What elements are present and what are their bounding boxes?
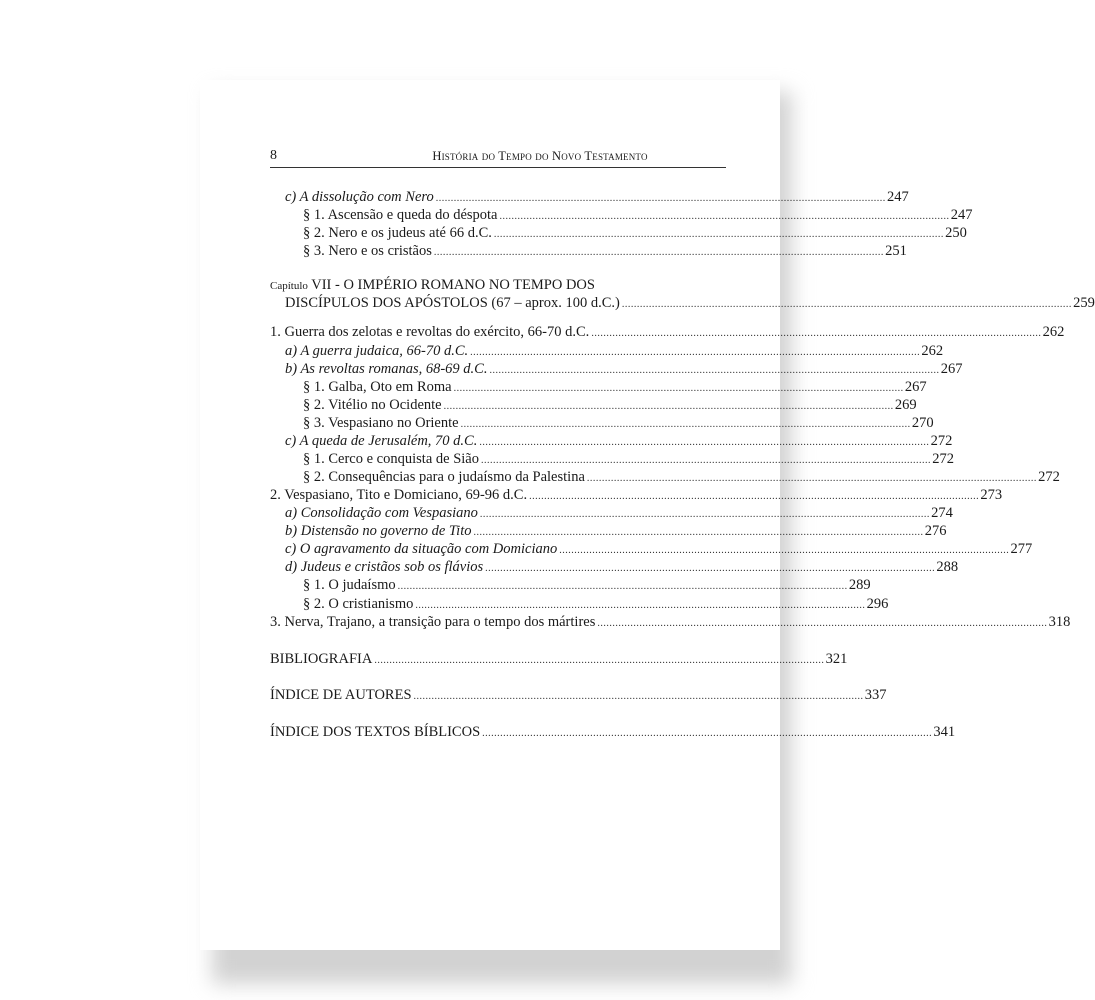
toc-entry	[285, 293, 1095, 313]
toc-entry-bibliography	[270, 649, 848, 669]
chapter-heading	[270, 275, 727, 295]
toc-entry-page: 272	[1038, 469, 1060, 485]
toc-entry-label: 1. Guerra dos zelotas e revoltas do exército, 66-70 d.C.	[270, 324, 590, 340]
toc-leader-dots: ......................................................................................................................................................	[586, 473, 1037, 484]
toc-leader-dots: ......................................................................................................................................................	[499, 211, 950, 222]
toc-entry-page: 259	[1073, 295, 1095, 311]
toc-leader-dots: ......................................................................................................................................................	[470, 347, 921, 358]
toc-entry-label: 3. Nerva, Trajano, a transição para o tempo dos mártires	[270, 614, 596, 630]
toc-entry-page: 274	[931, 505, 953, 521]
toc-entry	[303, 467, 1060, 487]
toc-entry	[303, 575, 871, 595]
toc-entry-page: 267	[940, 361, 963, 377]
toc-leader-dots: ......................................................................................................................................................	[433, 247, 884, 258]
toc-entry-label: b) As revoltas romanas, 68-69 d.C.	[285, 361, 488, 377]
toc-leader-dots: ......................................................................................................................................................	[397, 581, 848, 592]
chapter-prefix: Capítulo	[270, 280, 308, 292]
toc-leader-dots: ......................................................................................................................................................	[597, 618, 1048, 629]
toc-entry-page: 321	[825, 651, 848, 667]
toc-entry	[285, 431, 953, 451]
toc-leader-dots: ......................................................................................................................................................	[479, 509, 930, 520]
book-page	[200, 80, 1095, 950]
toc-entry-biblical-index	[270, 722, 956, 742]
toc-entry	[303, 395, 917, 415]
toc-entry	[270, 612, 1071, 632]
toc-entry-label: ÍNDICE DOS TEXTOS BÍBLICOS	[270, 724, 481, 740]
toc-entry-page: 296	[866, 596, 889, 612]
toc-entry-page: 270	[911, 415, 934, 431]
toc-leader-dots: ......................................................................................................................................................	[453, 383, 904, 394]
toc-entry-label: a) Consolidação com Vespasiano	[285, 505, 478, 521]
table-of-contents	[200, 80, 1095, 950]
toc-entry	[303, 413, 934, 433]
toc-entry-author-index	[270, 685, 887, 705]
toc-entry-label: § 3. Vespasiano no Oriente	[303, 415, 459, 431]
toc-entry-label: § 1. O judaísmo	[303, 577, 396, 593]
toc-entry-page: 318	[1048, 614, 1071, 630]
toc-entry	[285, 521, 947, 541]
toc-entry	[303, 205, 973, 225]
toc-entry-label: § 2. Vitélio no Ocidente	[303, 397, 442, 413]
toc-entry	[303, 449, 954, 469]
toc-leader-dots: ......................................................................................................................................................	[435, 193, 886, 204]
toc-entry-label: c) O agravamento da situação com Domiciano	[285, 541, 558, 557]
toc-leader-dots: ......................................................................................................................................................	[591, 328, 1042, 339]
toc-leader-dots: ......................................................................................................................................................	[493, 229, 944, 240]
toc-entry	[303, 377, 927, 397]
toc-entry-page: 269	[894, 397, 917, 413]
toc-leader-dots: ......................................................................................................................................................	[413, 691, 864, 702]
toc-leader-dots: ......................................................................................................................................................	[415, 600, 866, 611]
toc-entry-page: 273	[980, 487, 1003, 503]
toc-entry-label: § 1. Ascensão e queda do déspota	[303, 207, 498, 223]
toc-entry-page: 272	[932, 451, 954, 467]
toc-entry-page: 247	[887, 189, 909, 205]
toc-entry-label: § 3. Nero e os cristãos	[303, 243, 432, 259]
toc-entry-page: 289	[848, 577, 871, 593]
toc-entry-label: § 1. Galba, Oto em Roma	[303, 379, 452, 395]
toc-entry-label: § 2. Nero e os judeus até 66 d.C.	[303, 225, 492, 241]
toc-leader-dots: ......................................................................................................................................................	[443, 401, 894, 412]
toc-entry-page: 277	[1010, 541, 1033, 557]
toc-entry-page: 341	[933, 724, 956, 740]
toc-entry-page: 267	[904, 379, 927, 395]
toc-entry	[270, 485, 1003, 505]
toc-entry-page: 272	[930, 433, 953, 449]
toc-entry-page: 288	[936, 559, 959, 575]
toc-entry	[285, 187, 909, 207]
toc-leader-dots: ......................................................................................................................................................	[473, 527, 924, 538]
toc-entry-label: a) A guerra judaica, 66-70 d.C.	[285, 343, 469, 359]
toc-entry-page: 250	[945, 225, 967, 241]
toc-entry-label: ÍNDICE DE AUTORES	[270, 687, 412, 703]
header-running-title: História do Tempo do Novo Testamento	[432, 149, 648, 163]
toc-entry	[285, 539, 1033, 559]
toc-entry-label: DISCÍPULOS DOS APÓSTOLOS (67 – aprox. 100 d.C.)	[285, 295, 620, 311]
toc-entry-page: 262	[921, 343, 944, 359]
toc-leader-dots: ......................................................................................................................................................	[374, 655, 825, 666]
toc-entry	[303, 223, 967, 243]
toc-entry-page: 262	[1042, 324, 1065, 340]
toc-entry-label: § 2. O cristianismo	[303, 596, 414, 612]
toc-entry-page: 337	[864, 687, 887, 703]
toc-entry	[270, 322, 1065, 342]
toc-leader-dots: ......................................................................................................................................................	[529, 491, 980, 502]
header-page-number: 8	[270, 148, 277, 163]
toc-leader-dots: ......................................................................................................................................................	[559, 545, 1010, 556]
toc-entry-label: c) A queda de Jerusalém, 70 d.C.	[285, 433, 478, 449]
toc-entry-label: BIBLIOGRAFIA	[270, 651, 373, 667]
toc-leader-dots: ......................................................................................................................................................	[479, 437, 930, 448]
toc-leader-dots: ......................................................................................................................................................	[480, 455, 931, 466]
toc-entry	[285, 557, 959, 577]
chapter-title-line-1: VII - O IMPÉRIO ROMANO NO TEMPO DOS	[307, 277, 595, 293]
toc-entry-page: 276	[924, 523, 947, 539]
toc-leader-dots: ......................................................................................................................................................	[489, 365, 940, 376]
toc-entry-label: c) A dissolução com Nero	[285, 189, 434, 205]
toc-entry-label: b) Distensão no governo de Tito	[285, 523, 472, 539]
toc-entry	[285, 359, 963, 379]
toc-entry-page: 247	[950, 207, 973, 223]
toc-leader-dots: ......................................................................................................................................................	[485, 563, 936, 574]
toc-leader-dots: ......................................................................................................................................................	[482, 728, 933, 739]
toc-leader-dots: ......................................................................................................................................................	[621, 299, 1072, 310]
toc-entry	[303, 594, 889, 614]
toc-entry	[303, 241, 907, 261]
toc-entry-page: 251	[885, 243, 907, 259]
toc-entry	[285, 341, 944, 361]
toc-entry-label: d) Judeus e cristãos sob os flávios	[285, 559, 484, 575]
toc-entry	[285, 503, 953, 523]
toc-entry-label: 2. Vespasiano, Tito e Domiciano, 69-96 d.C.	[270, 487, 528, 503]
toc-leader-dots: ......................................................................................................................................................	[460, 419, 911, 430]
toc-entry-label: § 1. Cerco e conquista de Sião	[303, 451, 479, 467]
toc-entry-label: § 2. Consequências para o judaísmo da Palestina	[303, 469, 585, 485]
